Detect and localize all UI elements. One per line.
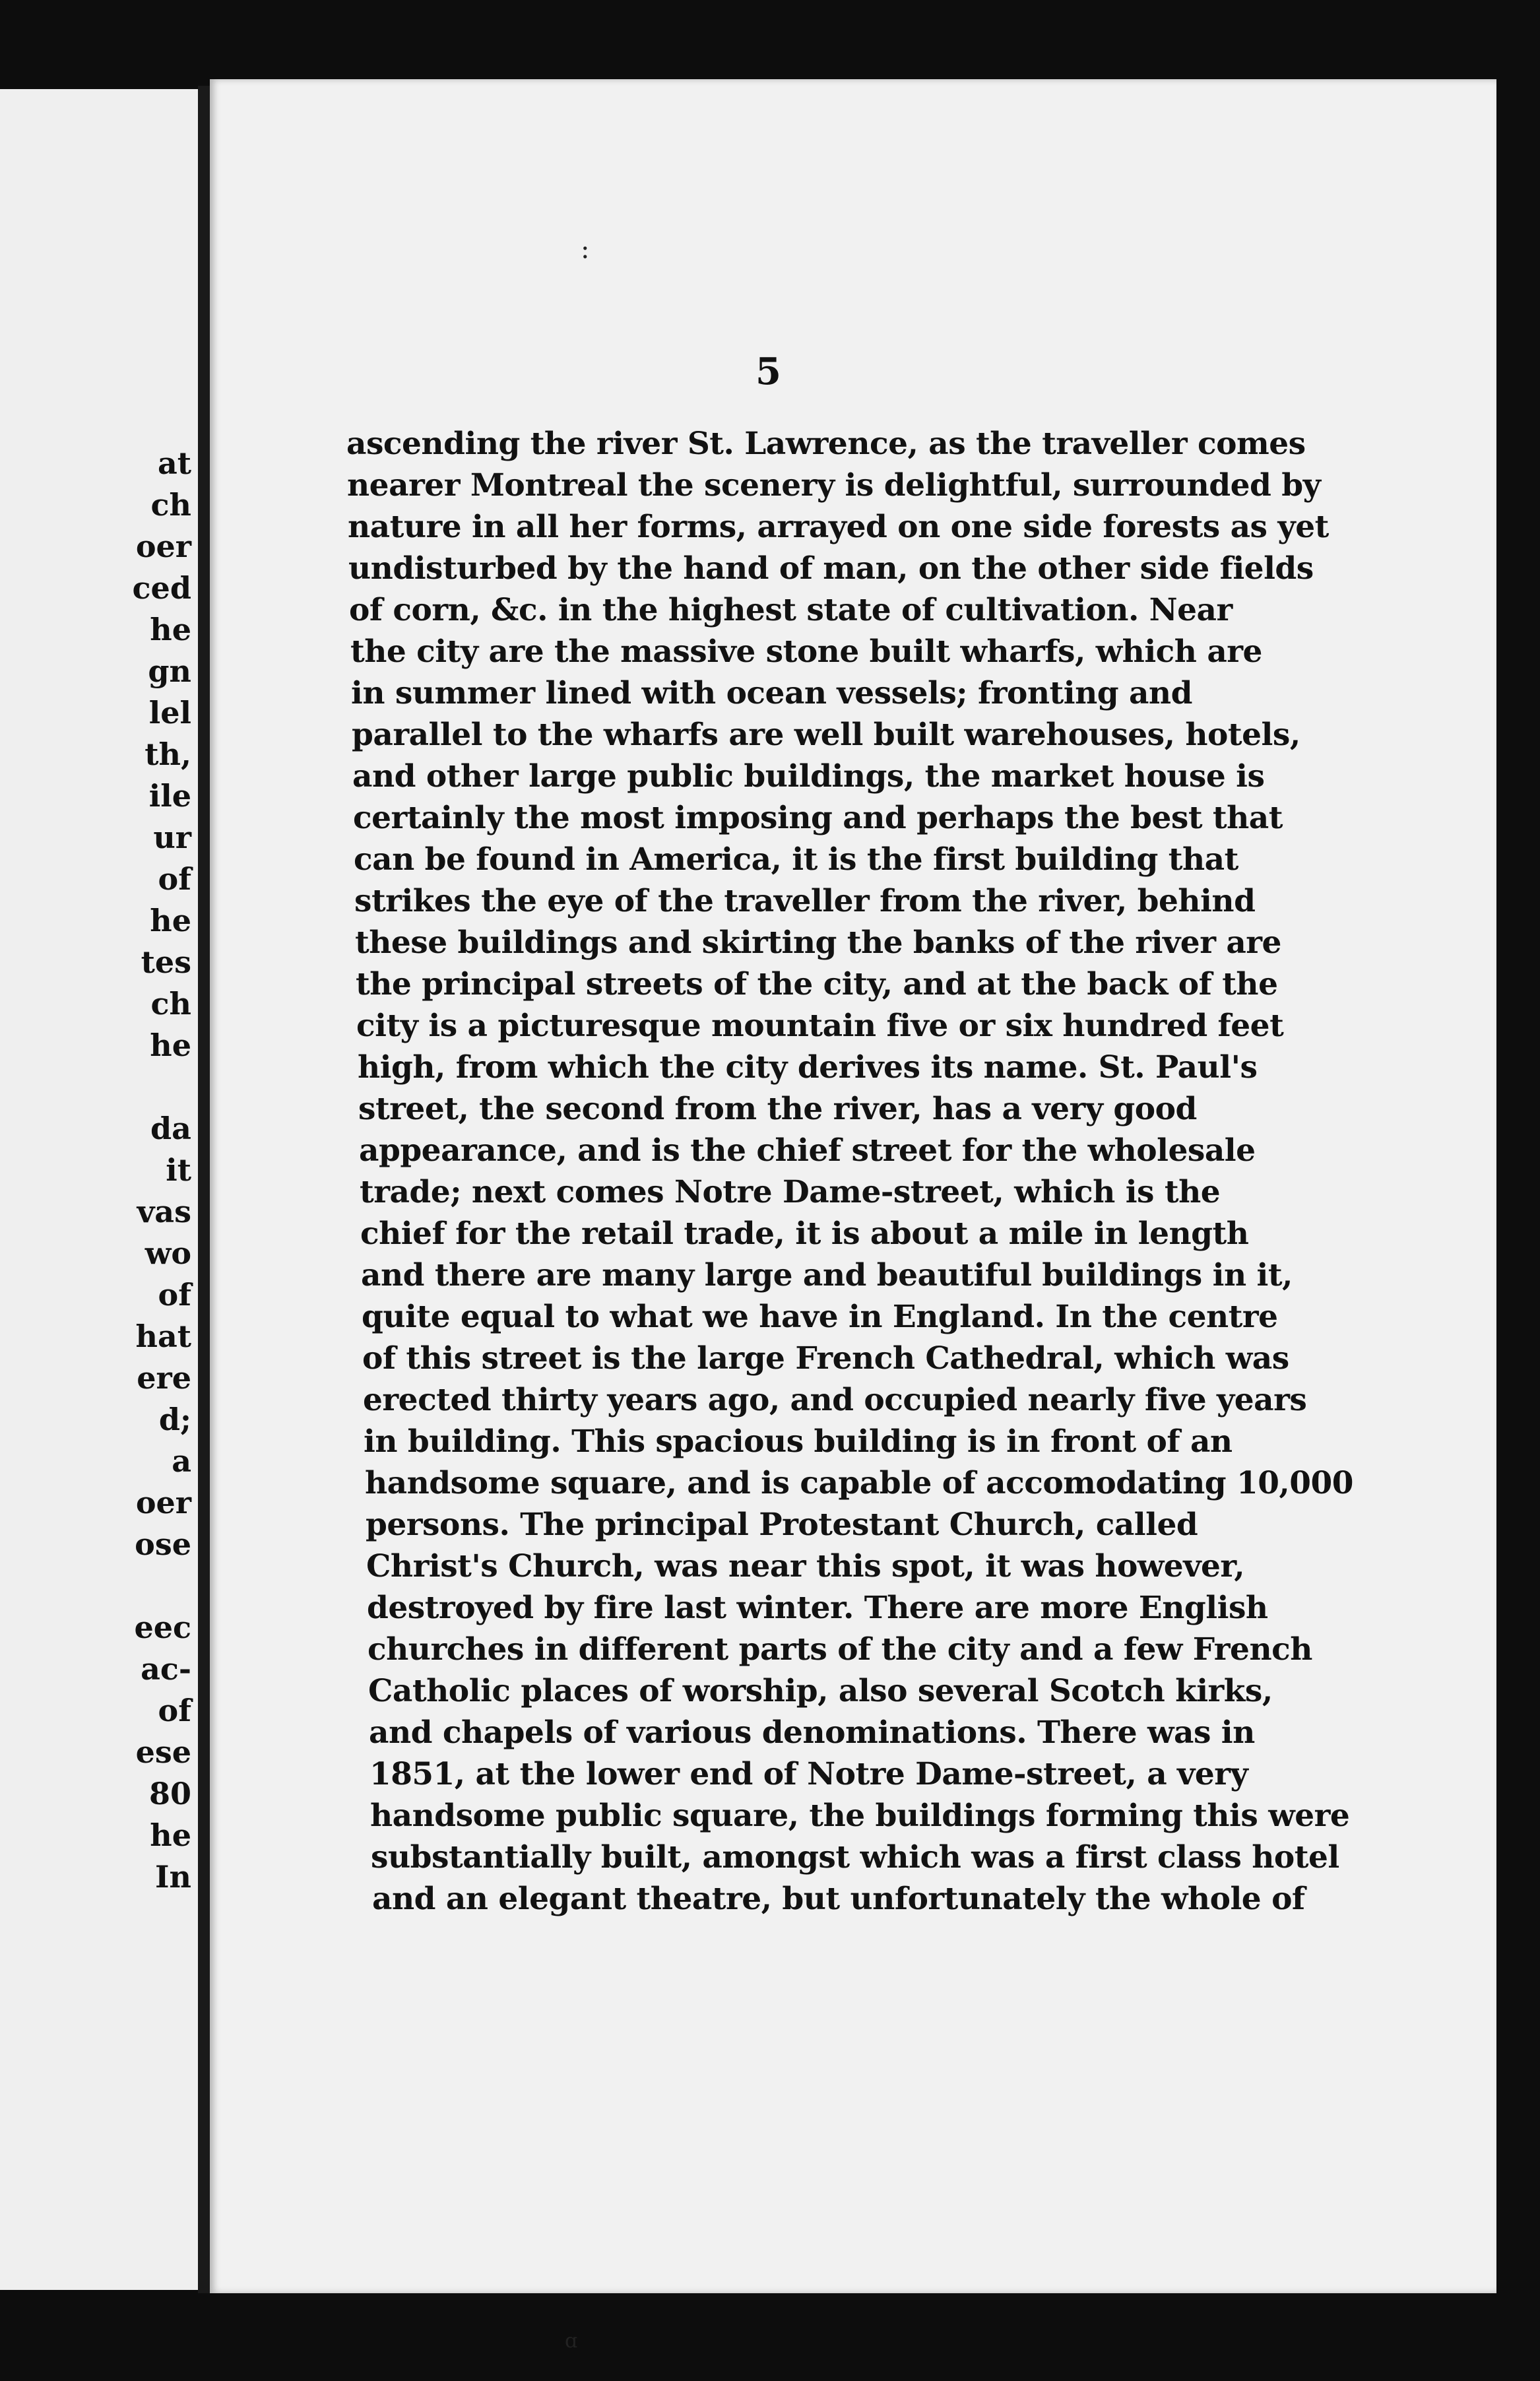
left-page-fragment: da [150,1111,191,1146]
text-line: and an elegant theatre, but unfortunately the whole of [372,1881,1305,1917]
left-page-fragment: vas [137,1194,191,1229]
text-line: strikes the eye of the traveller from the river, behind [354,883,1256,919]
text-line: chief for the retail trade, it is about a mile in length [360,1216,1249,1252]
left-page-fragment: d; [158,1402,191,1437]
text-line: in summer lined with ocean vessels; fronting and [351,675,1192,711]
page-number: 5 [755,350,781,393]
left-page-fragment: In [155,1859,191,1895]
text-line: and there are many large and beautiful buildings in it, [361,1257,1293,1293]
text-line: 1851, at the lower end of Notre Dame-street, a very [369,1756,1248,1792]
text-line: of corn, &c. in the highest state of cultivation. Near [349,592,1233,628]
left-page-fragment: he [150,612,191,647]
text-line: and other large public buildings, the market house is [352,758,1265,795]
left-page-fragment: he [150,903,191,938]
text-line: handsome square, and is capable of accomodating 10,000 [365,1465,1353,1501]
left-page-fragment: oer [135,1485,191,1520]
left-page-text-fragments [0,89,191,2290]
left-page-fragment: at [157,445,191,481]
text-line: street, the second from the river, has a very good [358,1091,1197,1127]
text-line: Catholic places of worship, also several Scotch kirks, [368,1673,1273,1709]
left-page-fragment: oer [135,529,191,564]
left-page-fragment: ac- [141,1651,191,1687]
left-page-fragment: it [166,1152,191,1188]
left-page-fragment: of [158,1693,191,1728]
left-page-fragment: ch [150,986,191,1022]
text-line: certainly the most imposing and perhaps the best that [353,800,1283,836]
text-line: the principal streets of the city, and at the back of the [356,966,1278,1002]
left-page-fragment: of [158,861,191,897]
text-line: churches in different parts of the city and a few French [368,1631,1312,1668]
left-page-fragment: ch [150,487,191,523]
text-line: of this street is the large French Cathedral, which was [362,1340,1289,1377]
left-page-fragment: 80 [148,1776,191,1811]
text-line: can be found in America, it is the first building that [354,841,1238,878]
text-line: nearer Montreal the scenery is delightful, surrounded by [347,467,1321,504]
text-line: quite equal to what we have in England. In the centre [362,1299,1278,1335]
left-page-fragment: ced [132,570,191,606]
text-line: handsome public square, the buildings forming this were [370,1798,1350,1834]
left-page-fragment: ose [135,1526,191,1562]
left-page-fragment: ur [153,820,191,855]
left-page-fragment: he [150,1817,191,1853]
text-line: the city are the massive stone built wharfs, which are [350,634,1262,670]
text-line: erected thirty years ago, and occupied nearly five years [363,1382,1307,1418]
left-page-fragment: of [158,1277,191,1313]
left-page-fragment: eec [134,1610,191,1645]
left-page-fragment: he [150,1027,191,1063]
text-line: city is a picturesque mountain five or six hundred feet [356,1008,1284,1044]
text-line: parallel to the wharfs are well built warehouses, hotels, [352,717,1300,753]
text-line: persons. The principal Protestant Church, called [366,1507,1198,1543]
left-page-fragment: ile [148,778,191,814]
text-line: in building. This spacious building is in front of an [364,1423,1233,1460]
text-line: substantially built, amongst which was a first class hotel [371,1839,1339,1875]
text-line: trade; next comes Notre Dame-street, which is the [360,1174,1221,1210]
left-page-fragment: gn [148,653,191,689]
left-page-fragment: a [172,1443,191,1479]
text-line: undisturbed by the hand of man, on the other side fields [348,550,1314,587]
text-line: Christ's Church, was near this spot, it was however, [366,1548,1245,1584]
text-line: destroyed by fire last winter. There are more English [367,1590,1268,1626]
margin-speck: : [581,234,590,265]
right-page [210,79,1496,2353]
text-line: and chapels of various denominations. There was in [369,1714,1255,1751]
left-page-fragment: ese [135,1734,191,1770]
left-page [0,89,201,2290]
text-line: these buildings and skirting the banks of the river are [355,925,1281,961]
left-page-fragment: th, [144,736,191,772]
text-line: appearance, and is the chief street for the wholesale [359,1132,1256,1169]
left-page-fragment: tes [141,944,191,980]
text-line: ascending the river St. Lawrence, as the traveller comes [346,426,1306,462]
text-line: nature in all her forms, arrayed on one side forests as yet [348,509,1329,545]
text-line: high, from which the city derives its name. St. Paul's [358,1049,1258,1086]
left-page-fragment: hat [135,1319,191,1354]
left-page-fragment: wo [144,1235,191,1271]
left-page-fragment: lel [148,695,191,731]
left-page-fragment: ere [137,1360,191,1396]
margin-speck-bottom: ɑ [565,2330,578,2353]
